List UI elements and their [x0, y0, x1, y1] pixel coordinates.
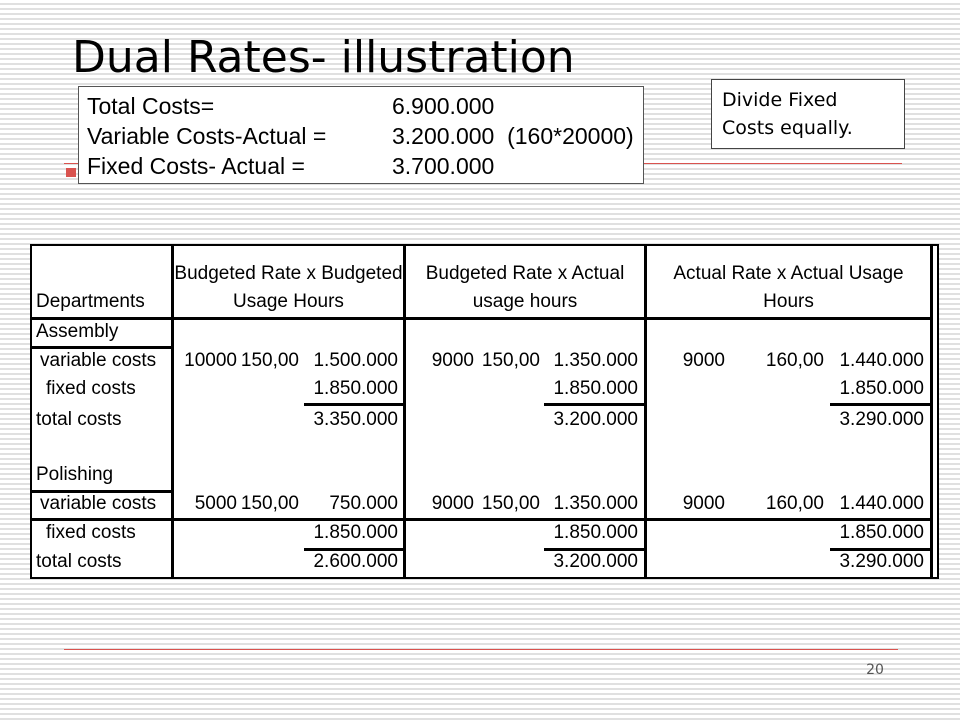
cell-amount: 3.200.000 [553, 409, 638, 430]
cell-amount: 1.850.000 [553, 378, 638, 399]
cell-hours: 10000 [184, 350, 237, 371]
cell-amount: 1.850.000 [313, 378, 398, 399]
cell-rate: 160,00 [765, 493, 824, 514]
total-costs-value: 6.900.000 [392, 93, 495, 119]
header-line: Hours [763, 291, 814, 312]
variable-costs-label: Variable Costs-Actual = [87, 123, 327, 149]
row-label: variable costs [40, 350, 157, 371]
row-label: fixed costs [46, 522, 136, 543]
fixed-costs-row [87, 151, 495, 181]
bullet-marker [66, 168, 76, 177]
header-line: Budgeted Rate x Budgeted [174, 263, 403, 284]
cell-hours: 9000 [682, 493, 725, 514]
cell-amount: 3.290.000 [839, 551, 924, 572]
total-costs-row [87, 91, 495, 121]
row-label: total costs [36, 551, 122, 572]
cell-amount: 1.440.000 [839, 493, 924, 514]
col-divider [930, 246, 933, 577]
cell-amount: 1.850.000 [839, 522, 924, 543]
note-line-2: Costs equally. [722, 117, 853, 139]
header-departments: Departments [36, 291, 145, 312]
header-line: Actual Rate x Actual Usage [673, 263, 904, 284]
footer-rule [64, 649, 898, 650]
note-line-1: Divide Fixed [722, 89, 838, 111]
header-line: Usage Hours [233, 291, 344, 312]
section-name: Assembly [36, 321, 119, 342]
cell-amount: 1.850.000 [313, 522, 398, 543]
cell-hours: 9000 [431, 493, 474, 514]
row-label: total costs [36, 409, 122, 430]
header-actual-actual [647, 260, 930, 316]
variable-costs-value: 3.200.000 (160*20000) [392, 123, 634, 149]
cell-rate: 160,00 [765, 350, 824, 371]
header-line: usage hours [472, 291, 578, 312]
cell-amount: 1.350.000 [553, 493, 638, 514]
row-label: fixed costs [46, 378, 136, 399]
cell-amount: 3.290.000 [839, 409, 924, 430]
cost-summary-box [78, 86, 644, 184]
header-budgeted-budgeted [174, 260, 403, 316]
cell-rate: 150,00 [240, 350, 299, 371]
cell-amount: 3.200.000 [553, 551, 638, 572]
cell-amount: 1.500.000 [313, 350, 398, 371]
header-budgeted-actual [406, 260, 644, 316]
cell-amount: 1.350.000 [553, 350, 638, 371]
header-line: Budgeted Rate x Actual [425, 263, 625, 284]
note-box [711, 79, 905, 149]
cell-amount: 1.440.000 [839, 350, 924, 371]
cell-hours: 9000 [431, 350, 474, 371]
cell-hours: 9000 [682, 350, 725, 371]
cell-amount: 3.350.000 [313, 409, 398, 430]
cell-hours: 5000 [194, 493, 237, 514]
cell-rate: 150,00 [481, 350, 540, 371]
fixed-costs-label: Fixed Costs- Actual = [87, 153, 305, 179]
total-costs-label: Total Costs= [87, 93, 215, 119]
row-divider [32, 518, 933, 521]
page-number: 20 [866, 662, 884, 678]
cell-amount: 1.850.000 [839, 378, 924, 399]
cell-rate: 150,00 [240, 493, 299, 514]
section-name: Polishing [36, 464, 114, 485]
header-divider [32, 317, 933, 320]
slide-title: Dual Rates- illustration [72, 32, 575, 83]
fixed-costs-value: 3.700.000 [392, 153, 495, 179]
variable-costs-row [87, 121, 634, 151]
cell-amount: 750.000 [329, 493, 398, 514]
row-label: variable costs [40, 493, 157, 514]
dual-rates-table [30, 244, 939, 579]
cell-amount: 1.850.000 [553, 522, 638, 543]
cell-amount: 2.600.000 [313, 551, 398, 572]
cell-rate: 150,00 [481, 493, 540, 514]
